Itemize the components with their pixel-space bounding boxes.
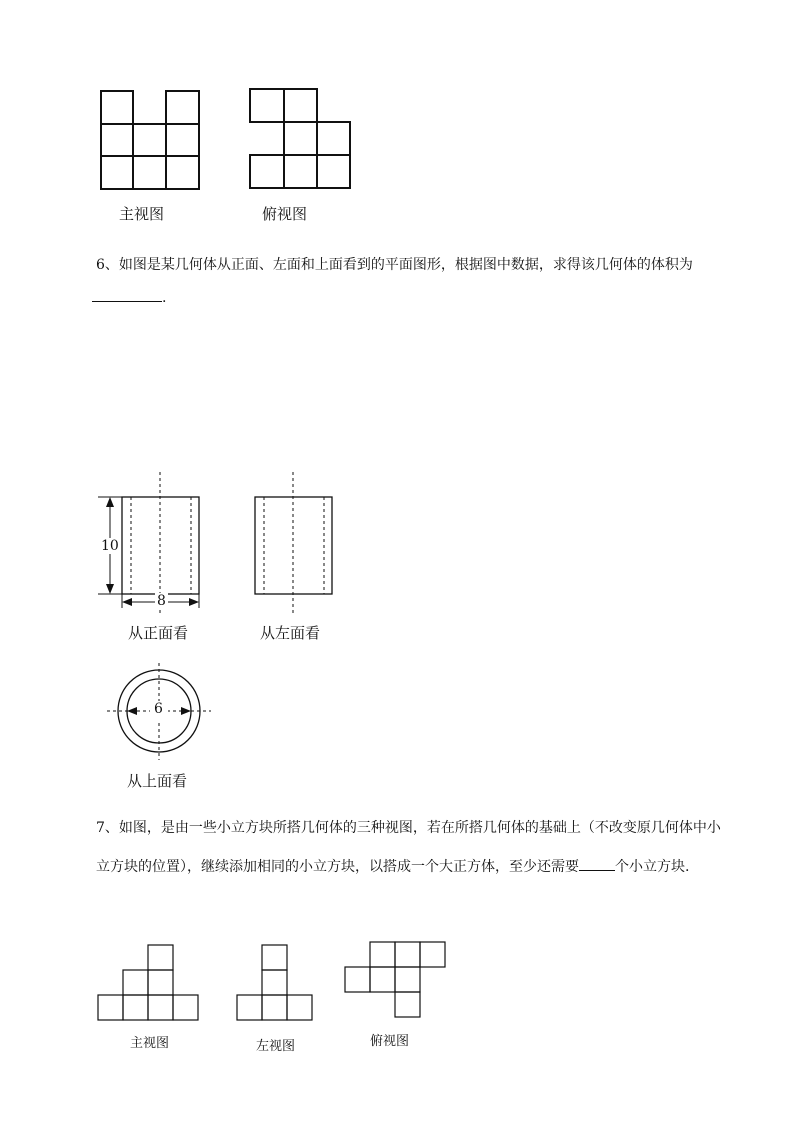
q7-top-cell <box>420 942 445 967</box>
q7-line2-part1: 立方块的位置），继续添加相同的小立方块，以搭成一个大正方体，至少还需要 <box>96 859 579 875</box>
q7-front-cell <box>148 945 173 970</box>
q7-left-cell <box>237 995 262 1020</box>
q6-left-label: 从左面看 <box>260 624 321 642</box>
q6-width-value: 8 <box>157 593 166 609</box>
q7-top-label: 俯视图 <box>370 1034 410 1049</box>
q7-top-cell <box>345 967 370 992</box>
q7-question-line1: 7、如图，是由一些小立方块所搭几何体的三种视图，若在所搭几何体的基础上（不改变原几何体中小 <box>96 820 721 836</box>
q7-front-label: 主视图 <box>130 1036 170 1051</box>
q7-top-cell <box>370 942 395 967</box>
q7-line2-part2: 个小立方块. <box>615 859 690 875</box>
q5-top-label: 俯视图 <box>262 205 308 223</box>
q7-front-cell <box>148 970 173 995</box>
q7-left-cell <box>262 970 287 995</box>
q7-left-cell <box>287 995 312 1020</box>
q6-front-label: 从正面看 <box>128 624 189 642</box>
q7-top-cell <box>370 967 395 992</box>
q7-left-view <box>237 945 312 1020</box>
q6-period: . <box>162 290 167 306</box>
q7-left-cell <box>262 945 287 970</box>
q7-top-cell <box>395 992 420 1017</box>
q7-front-cell <box>173 995 198 1020</box>
q7-top-cell <box>395 942 420 967</box>
q7-front-cell <box>123 995 148 1020</box>
q5-front-label: 主视图 <box>119 205 165 223</box>
q6-question-text: 6、如图是某几何体从正面、左面和上面看到的平面图形，根据图中数据，求得该几何体的体积为 <box>96 257 693 273</box>
q7-front-cell <box>123 970 148 995</box>
q6-diameter-value: 6 <box>154 701 163 717</box>
q7-top-cell <box>395 967 420 992</box>
q7-top-view <box>345 942 445 1017</box>
q6-top-label: 从上面看 <box>127 772 188 790</box>
q7-front-cell <box>148 995 173 1020</box>
q7-front-view <box>98 945 198 1020</box>
q7-left-label: 左视图 <box>256 1039 296 1054</box>
q6-height-value: 10 <box>101 538 119 554</box>
q7-front-cell <box>98 995 123 1020</box>
q7-left-cell <box>262 995 287 1020</box>
